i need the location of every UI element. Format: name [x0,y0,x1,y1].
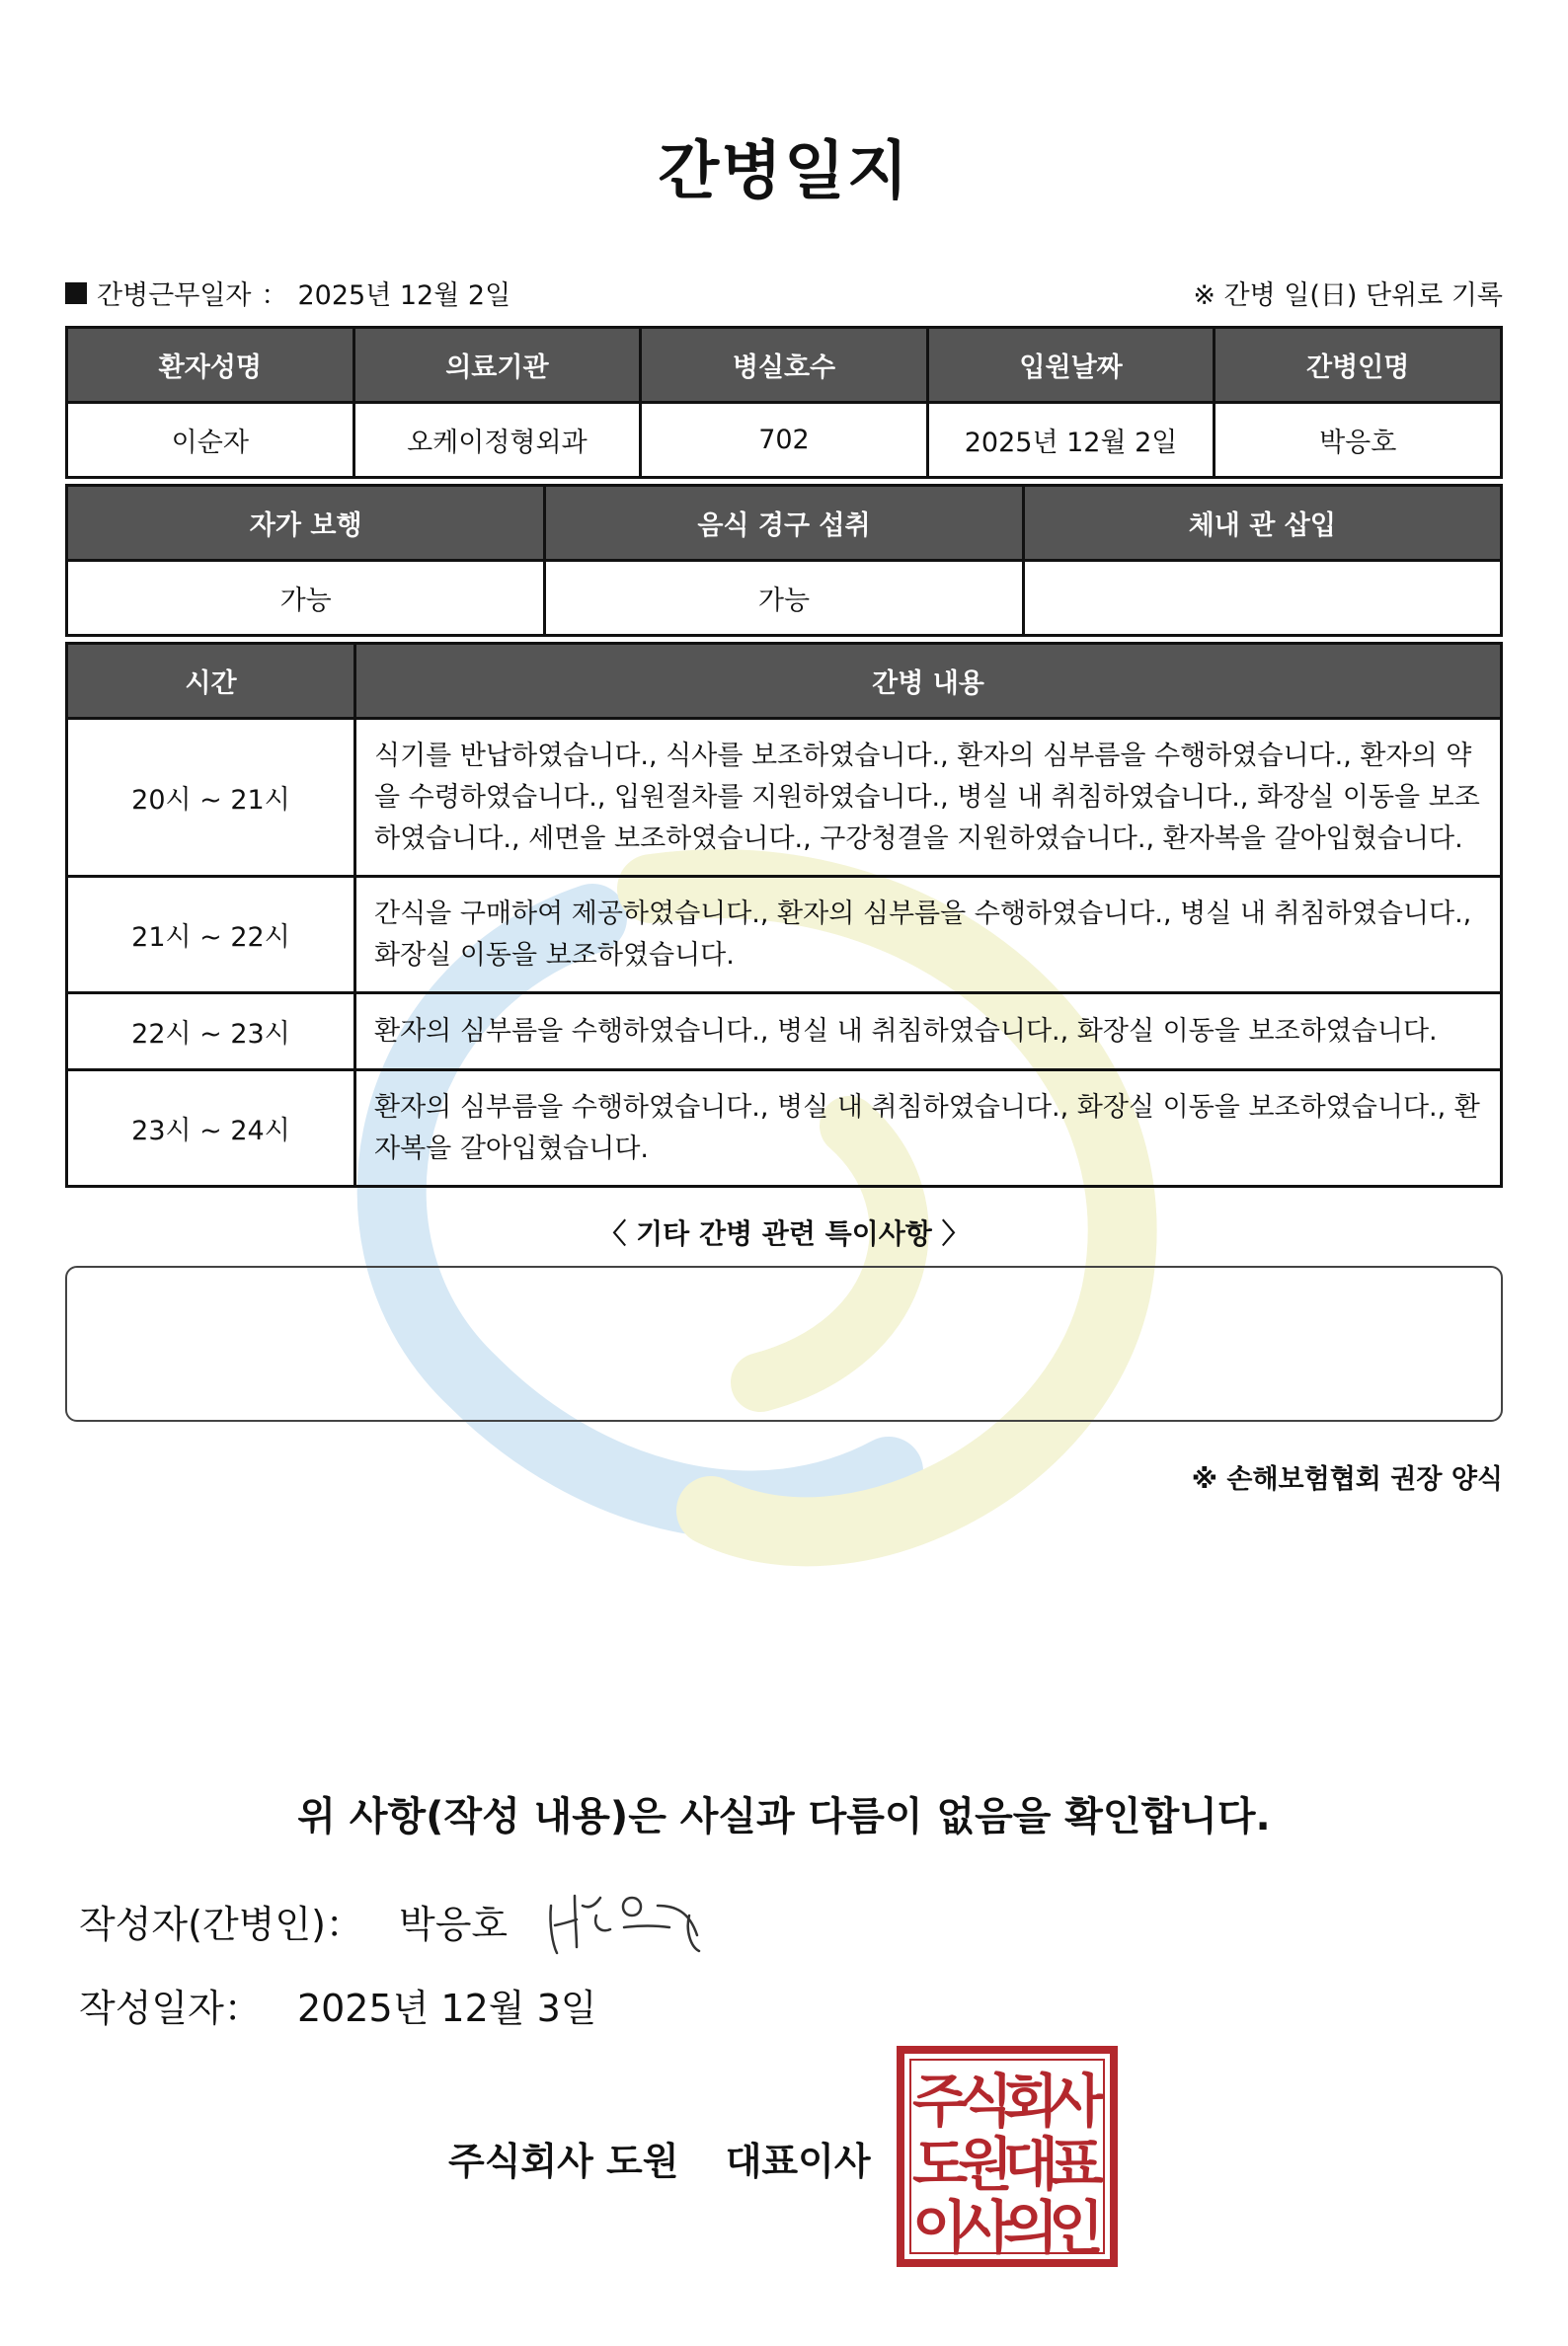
work-date-row [65,274,510,312]
table-row [67,993,1502,1070]
patient-status-table [65,484,1503,637]
header-institution: 의료기관 [353,328,641,403]
svg-text:식: 식 [957,2068,1014,2135]
table-row [67,877,1502,993]
square-bullet-icon [65,282,87,304]
work-date-value: 2025년 12월 2일 [297,280,511,311]
header-caregiver-name: 간병인명 [1215,328,1502,403]
confirmation-statement: 위 사항(작성 내용)은 사실과 다름이 없음을 확인합니다. [297,1794,1271,1839]
header-self-walking: 자가 보행 [67,486,545,561]
document-title: 간병일지 [658,135,910,208]
oral-intake-value: 가능 [545,561,1023,636]
svg-text:대: 대 [1002,2131,1059,2198]
handwritten-signature [541,1876,709,1959]
time-cell: 20시 ~ 21시 [67,719,355,877]
svg-text:주: 주 [911,2068,969,2135]
header-tube-insertion: 체내 관 삽입 [1023,486,1501,561]
work-date-label: 간병근무일자 [97,280,252,311]
company-name: 주식회사 도원 [448,2140,679,2183]
written-date-label: 작성일자： [79,1987,262,2030]
table-row [67,1070,1502,1187]
svg-text:이: 이 [911,2194,969,2261]
header-care-content: 간병 내용 [355,644,1502,719]
time-cell: 21시 ~ 22시 [67,877,355,993]
patient-info-table [65,326,1503,479]
institution: 오케이정형외과 [353,403,641,478]
svg-text:인: 인 [1048,2194,1105,2261]
header-room-number: 병실호수 [641,328,928,403]
header-time: 시간 [67,644,355,719]
svg-text:도: 도 [911,2131,969,2198]
writer-name: 박응호 [399,1903,509,1946]
other-notes-heading: 〈 기타 간병 관련 특이사항 〉 [598,1217,970,1250]
svg-text:회: 회 [1002,2068,1059,2135]
company-representative: 대표이사 [725,2140,871,2183]
admission-date: 2025년 12월 2일 [927,403,1215,478]
content-cell: 간식을 구매하여 제공하였습니다., 환자의 심부름을 수행하였습니다., 병실 내 취침하였습니다., 화장실 이동을 보조하였습니다. [355,877,1502,993]
content-cell: 식기를 반납하였습니다., 식사를 보조하였습니다., 환자의 심부름을 수행하였습니다., 환자의 약을 수령하였습니다., 입원절차를 지원하였습니다., 병실 내 취침하였습니다., 화장실 이동을 보조하였습니다., 세면을 보조하였습니다., 구강청결을 지원하였습니다., 환자복을 갈아입혔습니다. [355,719,1502,877]
self-walking-value: 가능 [67,561,545,636]
content-cell: 환자의 심부름을 수행하였습니다., 병실 내 취침하였습니다., 화장실 이동을 보조하였습니다. [355,993,1502,1070]
svg-text:사: 사 [957,2194,1014,2261]
room-number: 702 [641,403,928,478]
content-cell: 환자의 심부름을 수행하였습니다., 병실 내 취침하였습니다., 화장실 이동을 보조하였습니다., 환자복을 갈아입혔습니다. [355,1070,1502,1187]
header-admission-date: 입원날짜 [927,328,1215,403]
writer-label: 작성자(간병인)： [79,1903,363,1946]
tube-insertion-value [1023,561,1501,636]
written-date-row [79,1978,596,2032]
record-unit-note: ※ 간병 일(日) 단위로 기록 [1193,280,1503,311]
svg-text:의: 의 [1002,2194,1059,2261]
svg-text:사: 사 [1048,2068,1105,2135]
header-oral-intake: 음식 경구 섭취 [545,486,1023,561]
writer-row [79,1894,508,1948]
time-cell: 22시 ~ 23시 [67,993,355,1070]
time-cell: 23시 ~ 24시 [67,1070,355,1187]
written-date-value: 2025년 12월 3일 [296,1987,597,2030]
company-line [448,2131,871,2185]
caregiver-name: 박응호 [1215,403,1502,478]
header-patient-name: 환자성명 [67,328,354,403]
care-log-table [65,642,1503,1188]
table-row [67,719,1502,877]
company-seal [897,2046,1118,2267]
patient-name: 이순자 [67,403,354,478]
svg-text:원: 원 [957,2131,1014,2198]
form-standard-note: ※ 손해보험협회 권장 양식 [1191,1464,1503,1495]
svg-text:표: 표 [1048,2131,1105,2198]
other-notes-box [65,1266,1503,1422]
work-date-separator: ： [261,280,288,311]
